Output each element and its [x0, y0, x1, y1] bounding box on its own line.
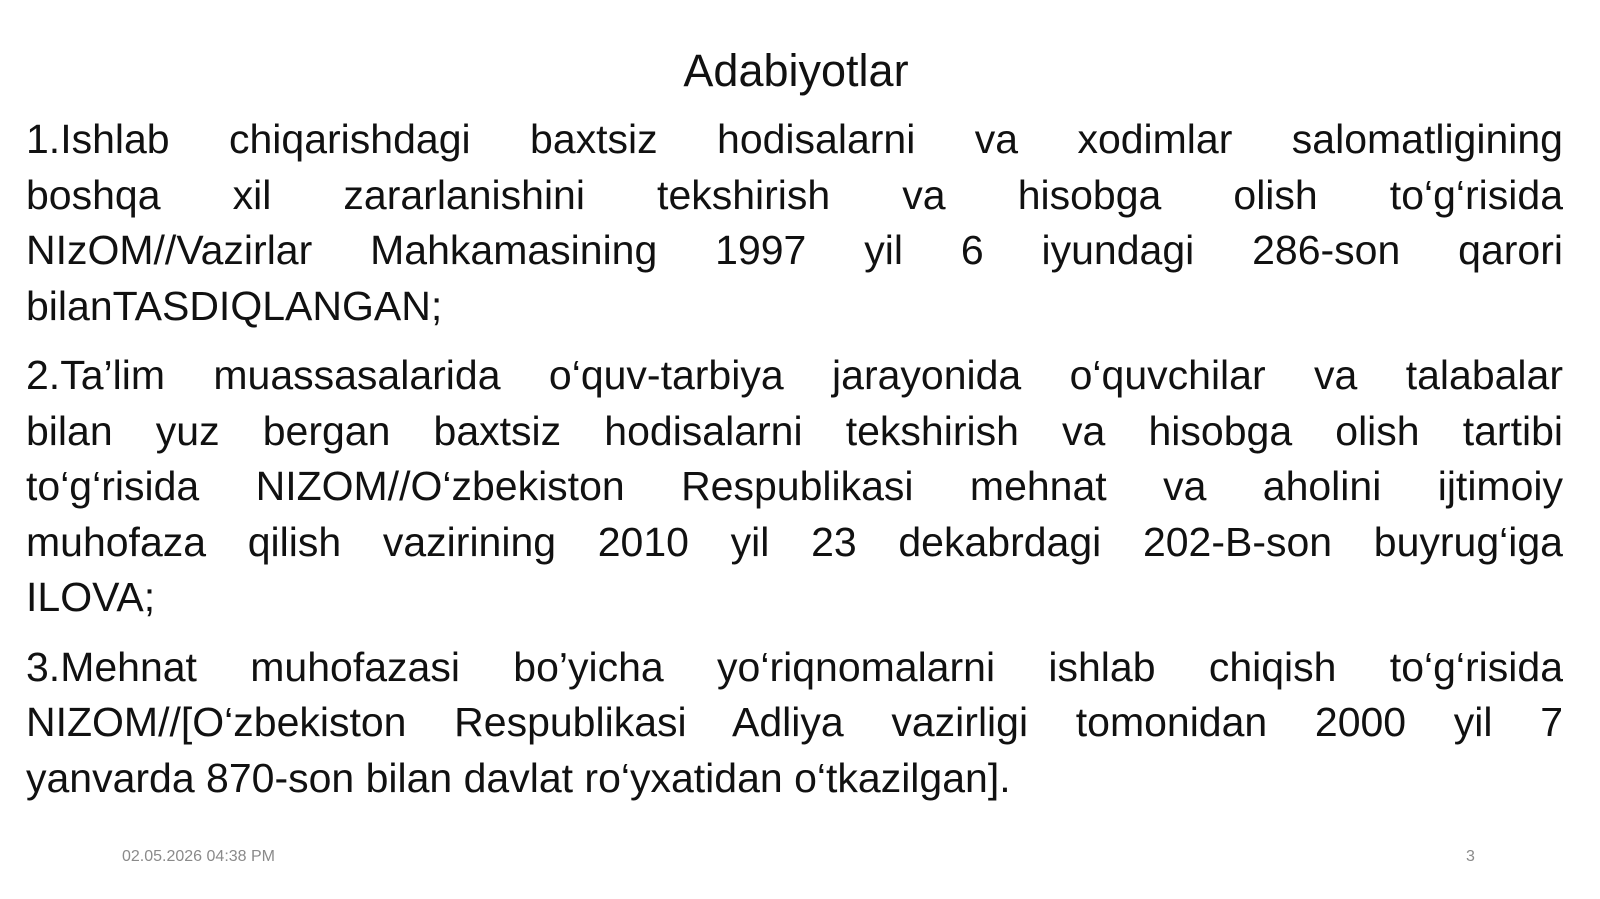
reference-line: 3.Mehnat muhofazasi bo’yicha yo‘riqnomalarni ishlab chiqish to‘g‘risida — [26, 643, 1563, 690]
slide-title: Adabiyotlar — [683, 45, 909, 96]
reference-line: muhofaza qilish vazirining 2010 yil 23 dekabrdagi 202-B-son buyrug‘iga — [26, 518, 1563, 565]
footer-date: 02.05.2026 04:38 PM — [122, 848, 276, 865]
reference-item-1 — [26, 112, 1563, 334]
reference-line: ILOVA; — [26, 574, 156, 620]
reference-line: bilanTASDIQLANGAN; — [26, 282, 443, 329]
reference-line: NIzOM//Vazirlar Mahkamasining 1997 yil 6 iyundagi 286-son qarori — [26, 227, 1563, 273]
reference-item-2 — [26, 348, 1563, 626]
slide-number: 3 — [1466, 848, 1475, 865]
reference-line: NIZOM//[O‘zbekiston Respublikasi Adliya vazirligi tomonidan 2000 yil 7 — [26, 699, 1563, 745]
reference-list — [26, 112, 1563, 806]
reference-line: boshqa xil zararlanishini tekshirish va hisobga olish to‘g‘risida — [26, 171, 1563, 218]
reference-line: yanvarda 870-son bilan davlat ro‘yxatidan o‘tkazilgan]. — [26, 754, 1011, 801]
reference-line: to‘g‘risida NIZOM//O‘zbekiston Respublikasi mehnat va aholini ijtimoiy — [26, 463, 1563, 509]
reference-line: 2.Ta’lim muassasalarida o‘quv-tarbiya jarayonida o‘quvchilar va talabalar — [26, 352, 1563, 398]
reference-item-3 — [26, 640, 1563, 807]
reference-line: bilan yuz bergan baxtsiz hodisalarni tekshirish va hisobga olish tartibi — [26, 407, 1563, 454]
reference-line: 1.Ishlab chiqarishdagi baxtsiz hodisalarni va xodimlar salomatligining — [26, 116, 1563, 162]
